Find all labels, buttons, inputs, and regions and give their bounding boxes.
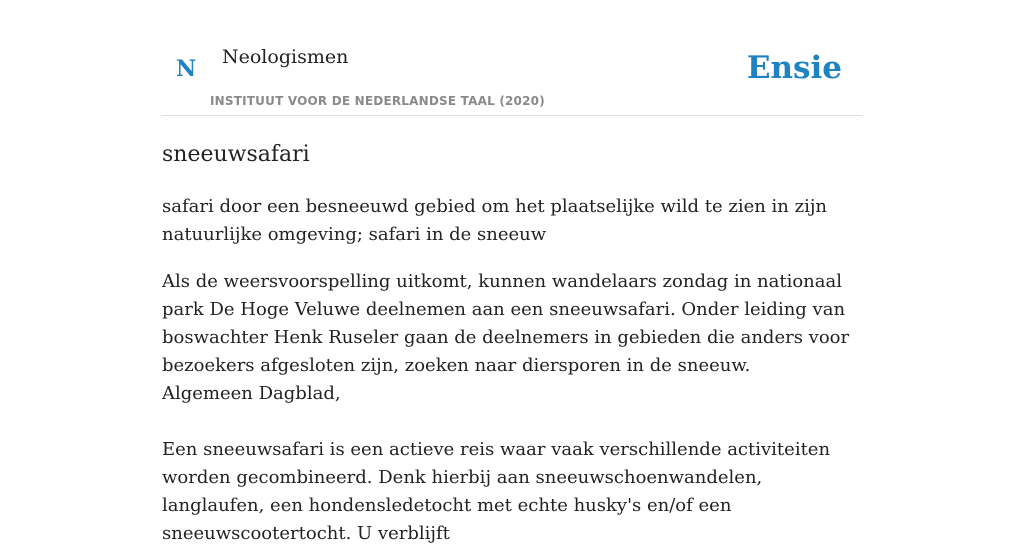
quote-text: Een sneeuwsafari is een actieve reis waar vaak verschillende activiteiten worden gecombineerd. Denk hierbij aan sneeuwschoenwandelen, langlaufen, een hondensledetocht met echte husky's en/of een sneeuwscootertocht. U verblijft [162, 439, 831, 544]
source-title[interactable]: Neologismen [222, 46, 349, 68]
brand-logo[interactable]: Ensie [746, 50, 842, 86]
quote-source: Algemeen Dagblad, [162, 383, 341, 404]
source-header [162, 0, 862, 116]
quote-text: Als de weersvoorspelling uitkomt, kunnen wandelaars zondag in nationaal park De Hoge Veluwe deelnemen aan een sneeuwsafari. Onder leiding van boswachter Henk Ruseler gaan de deelnemers in gebieden die anders voor bezoekers afgesloten zijn, zoeken naar diersporen in de sneeuw. [162, 271, 850, 376]
example-quote [162, 436, 862, 548]
source-logo[interactable]: N [176, 56, 197, 82]
entry-term: sneeuwsafari [162, 142, 310, 167]
entry-definition: safari door een besneeuwd gebied om het plaatselijke wild te zien in zijn natuurlijke omgeving; safari in de sneeuw [162, 196, 828, 245]
example-quote [162, 268, 862, 408]
entry-card [162, 0, 862, 548]
source-subtitle: INSTITUUT VOOR DE NEDERLANDSE TAAL (2020) [210, 94, 545, 108]
